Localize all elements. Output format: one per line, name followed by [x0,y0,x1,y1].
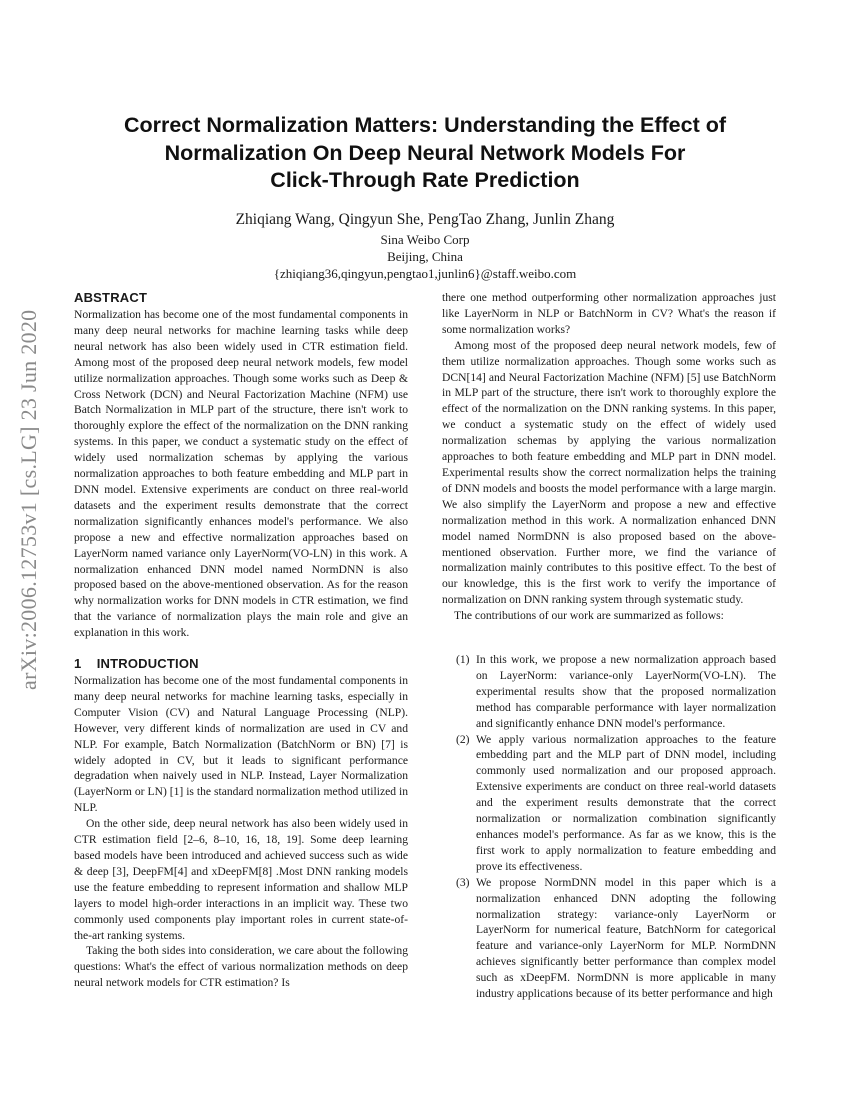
intro-paragraph-5: The contributions of our work are summarized as follows: [454,609,724,623]
list-item [456,875,776,1002]
list-number: (1) [456,653,470,666]
right-column [442,290,776,624]
list-number: (3) [456,875,470,889]
list-text: We propose NormDNN model in this paper which is a normalization enhanced DNN adopting the following normalization strategy: variance-only LayerNorm or LayerNorm for numerical feature, BatchNorm for categorical feature and variance-only LayerNorm for MLP. NormDNN achieves significantly better performance than complex model such as xDeepFM. NormDNN is more applicable in many industry applications because of its better performance and high [476,875,776,1001]
list-text: In this work, we propose a new normalization approach based on LayerNorm: variance-only LayerNorm(VO-LN). The experimental results show that the proposed normalization method has comparable performance with layer normalization and significantly enhance DNN model's performance. [476,653,776,730]
arxiv-sidebar-stamp: arXiv:2006.12753v1 [cs.LG] 23 Jun 2020 [16,309,41,690]
list-item [456,652,776,732]
title-line: Click-Through Rate Prediction [270,168,580,192]
list-text: We apply various normalization approaches to the feature embedding part and the MLP part of DNN model, including commonly used normalization and our proposed approach. Extensive experiments are conduct on three real-world datasets and the experiment results demonstrate that the correct normalization or normalization combination significantly enhances model's performance. As far as we know, this is the first work to apply normalization to feature embedding and prove its effectiveness. [476,732,776,873]
title-line: Correct Normalization Matters: Understanding the Effect of [123,113,727,137]
affiliation-email: {zhiqiang36,qingyun,pengtao1,junlin6}@staff.weibo.com [273,266,577,281]
list-item [456,732,776,875]
left-column [74,289,408,991]
title-line: Normalization On Deep Neural Network Models For [164,140,686,165]
affiliation-block [60,231,790,282]
abstract-heading: ABSTRACT [74,290,148,305]
intro-paragraph-3: Taking the both sides into consideration, we care about the following questions: What's the effect of various normalization methods on deep neural network models for CTR estimation? Is [74,944,408,990]
author-list: Zhiqiang Wang, Qingyun She, PengTao Zhang, Junlin Zhang [235,211,615,228]
intro-paragraph-1: Normalization has become one of the most fundamental components in many deep neural networks for machine learning tasks, especially in Computer Vision (CV) and Natural Language Processing (NLP). However, very different kinds of normalization are used in CV and NLP. For example, Batch Normalization (BatchNorm or BN) [7] is widely adopted in CV, but it leads to significant performance degradation when naively used in NLP. Instead, Layer Normalization (LayerNorm or LN) [1] is the standard normalization method utilized in NLP. [74,674,408,815]
affiliation-org: Sina Weibo Corp [380,232,470,247]
abstract-text: Normalization has become one of the most fundamental components in many deep neural networks for machine learning tasks while deep neural network has also been widely used in CTR estimation field. Among most of the proposed deep neural network models, few model utilize normalization approaches. Though some works such as Deep & Cross Network (DCN) and Neural Factorization Machine (NFM) use Batch Normalization in MLP part of the structure, there isn't work to thoroughly explore the effect of the normalization on the DNN ranking systems. In this paper, we conduct a systematic study on the effect of widely used normalization schemas by applying the various normalization approaches to both feature embedding and MLP part in DNN model. Extensive experiments are conduct on three real-world datasets and the experiment results demonstrate that the correct normalization significantly enhances model's performance. We also propose a new and effective normalization approaches based on LayerNorm named variance only LayerNorm(VO-LN) in this work. A normalization enhanced DNN model named NormDNN is also proposed based on the above-mentioned observation. As for the reason why normalization works for DNN models in CTR estimation, we find that the variance of normalization plays the main role and give an explanation in this work. [74,308,408,640]
section-number: 1 [74,656,82,672]
list-number: (2) [456,732,470,746]
intro-paragraph-4: Among most of the proposed deep neural network models, few of them utilize normalization approaches. Though some works such as DCN[14] and Neural Factorization Machine (NFM) [5] use BatchNorm in MLP part of the structure, there isn't work to thoroughly explore the effect of the normalization on the DNN ranking systems. In this paper, we conduct a systematic study on the effect of widely used normalization schemas by applying the various normalization approaches to both feature embedding and MLP part in DNN model. Experimental results show the correct normalization helps the training of DNN models and boosts the model performance with a large margin. We also simplify the LayerNorm and propose a new and effective normalization method in this work. A normalization enhanced DNN model named NormDNN is also proposed based on the above-mentioned observation. Further more, we find the variance of normalization mainly contributes to this positive effect. To the best of our knowledge, this is the first work to verify the importance of normalization on DNN ranking system through systematic study. [442,338,776,607]
contributions-list [456,652,776,1002]
section-title: INTRODUCTION [96,656,199,672]
introduction-heading [74,655,408,672]
affiliation-location: Beijing, China [387,249,463,264]
intro-paragraph-2: On the other side, deep neural network has also been widely used in CTR estimation field [2–6, 8–10, 16, 18, 19]. Some deep learning based models have been introduced and achieved success such as wide & deep [3], DeepFM[4] and xDeepFM[8] .Most DNN ranking models use the feature embedding to represent information and shallow MLP layers to model high-order interactions in an implicit way. These two commonly used components play important roles in current state-of-the-art ranking systems. [74,817,408,942]
paper-title [60,112,790,195]
intro-paragraph-3-continued: there one method outperforming other normalization approaches just like LayerNorm in NLP or BatchNorm in CV? What's the reason if some normalization works? [442,291,776,336]
